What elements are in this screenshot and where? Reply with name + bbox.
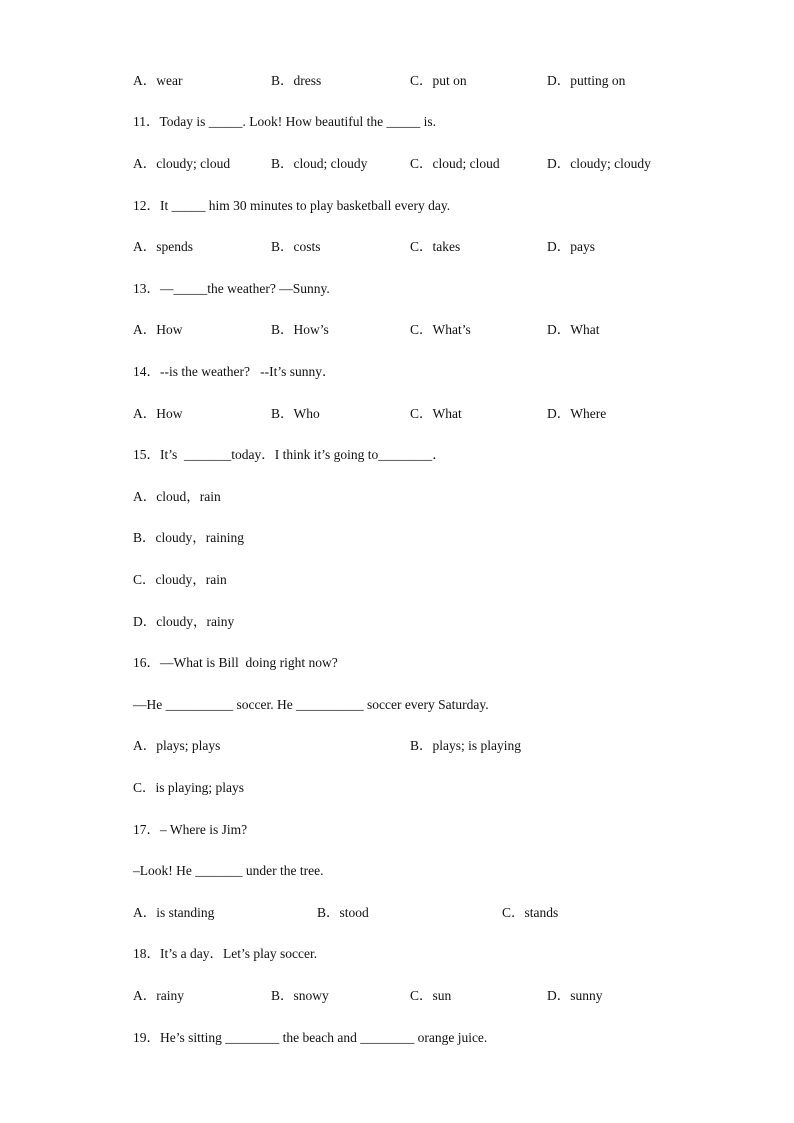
answer-option: B．Who <box>271 406 320 421</box>
answer-option: D．What <box>547 322 600 337</box>
answer-option: A．is standing <box>133 905 215 920</box>
answer-option: C．What’s <box>410 322 471 337</box>
text-line: —He __________ soccer. He __________ soccer every Saturday. <box>133 697 489 712</box>
text-line: A．cloud，rain <box>133 489 221 504</box>
question-stem: 12．It _____ him 30 minutes to play basketball every day. <box>133 198 451 213</box>
question-stem: 17．– Where is Jim? <box>133 822 248 837</box>
answer-option: C．stands <box>502 905 559 920</box>
question-stem: 15．It’s _______today．I think it’s going to________． <box>133 447 446 462</box>
text-line: B．cloudy，raining <box>133 530 244 545</box>
answer-option: A．How <box>133 322 183 337</box>
answer-option: B．cloud; cloudy <box>271 156 368 171</box>
question-stem: 16．—What is Bill doing right now? <box>133 655 338 670</box>
answer-option: D．cloudy; cloudy <box>547 156 651 171</box>
answer-option: C．takes <box>410 239 461 254</box>
question-stem: 13．—_____the weather? —Sunny. <box>133 281 330 296</box>
text-line: –Look! He _______ under the tree. <box>133 863 324 878</box>
answer-option: C．cloud; cloud <box>410 156 500 171</box>
answer-option: D．putting on <box>547 73 626 88</box>
answer-option: B．dress <box>271 73 322 88</box>
answer-option: D．pays <box>547 239 595 254</box>
answer-option: A．rainy <box>133 988 184 1003</box>
question-stem: 19．He’s sitting ________ the beach and ________ orange juice. <box>133 1030 488 1045</box>
answer-option: C．put on <box>410 73 467 88</box>
answer-option: C．What <box>410 406 462 421</box>
answer-option: B．costs <box>271 239 321 254</box>
answer-option: B．How’s <box>271 322 329 337</box>
question-stem: 14．--is the weather? --It’s sunny． <box>133 364 336 379</box>
answer-option: A．wear <box>133 73 183 88</box>
answer-option: C．sun <box>410 988 452 1003</box>
answer-option: A．How <box>133 406 183 421</box>
answer-option: D．sunny <box>547 988 603 1003</box>
text-line: C．is playing; plays <box>133 780 244 795</box>
answer-option: A．spends <box>133 239 193 254</box>
answer-option: A．cloudy; cloud <box>133 156 231 171</box>
answer-option: B．plays; is playing <box>410 738 521 753</box>
answer-option: B．snowy <box>271 988 329 1003</box>
answer-option: B．stood <box>317 905 369 920</box>
question-stem: 18．It’s a day．Let’s play soccer. <box>133 946 318 961</box>
text-line: D．cloudy，rainy <box>133 614 235 629</box>
answer-option: D．Where <box>547 406 607 421</box>
question-stem: 11．Today is _____. Look! How beautiful the _____ is. <box>133 114 437 129</box>
answer-option: A．plays; plays <box>133 738 221 753</box>
text-line: C．cloudy，rain <box>133 572 227 587</box>
